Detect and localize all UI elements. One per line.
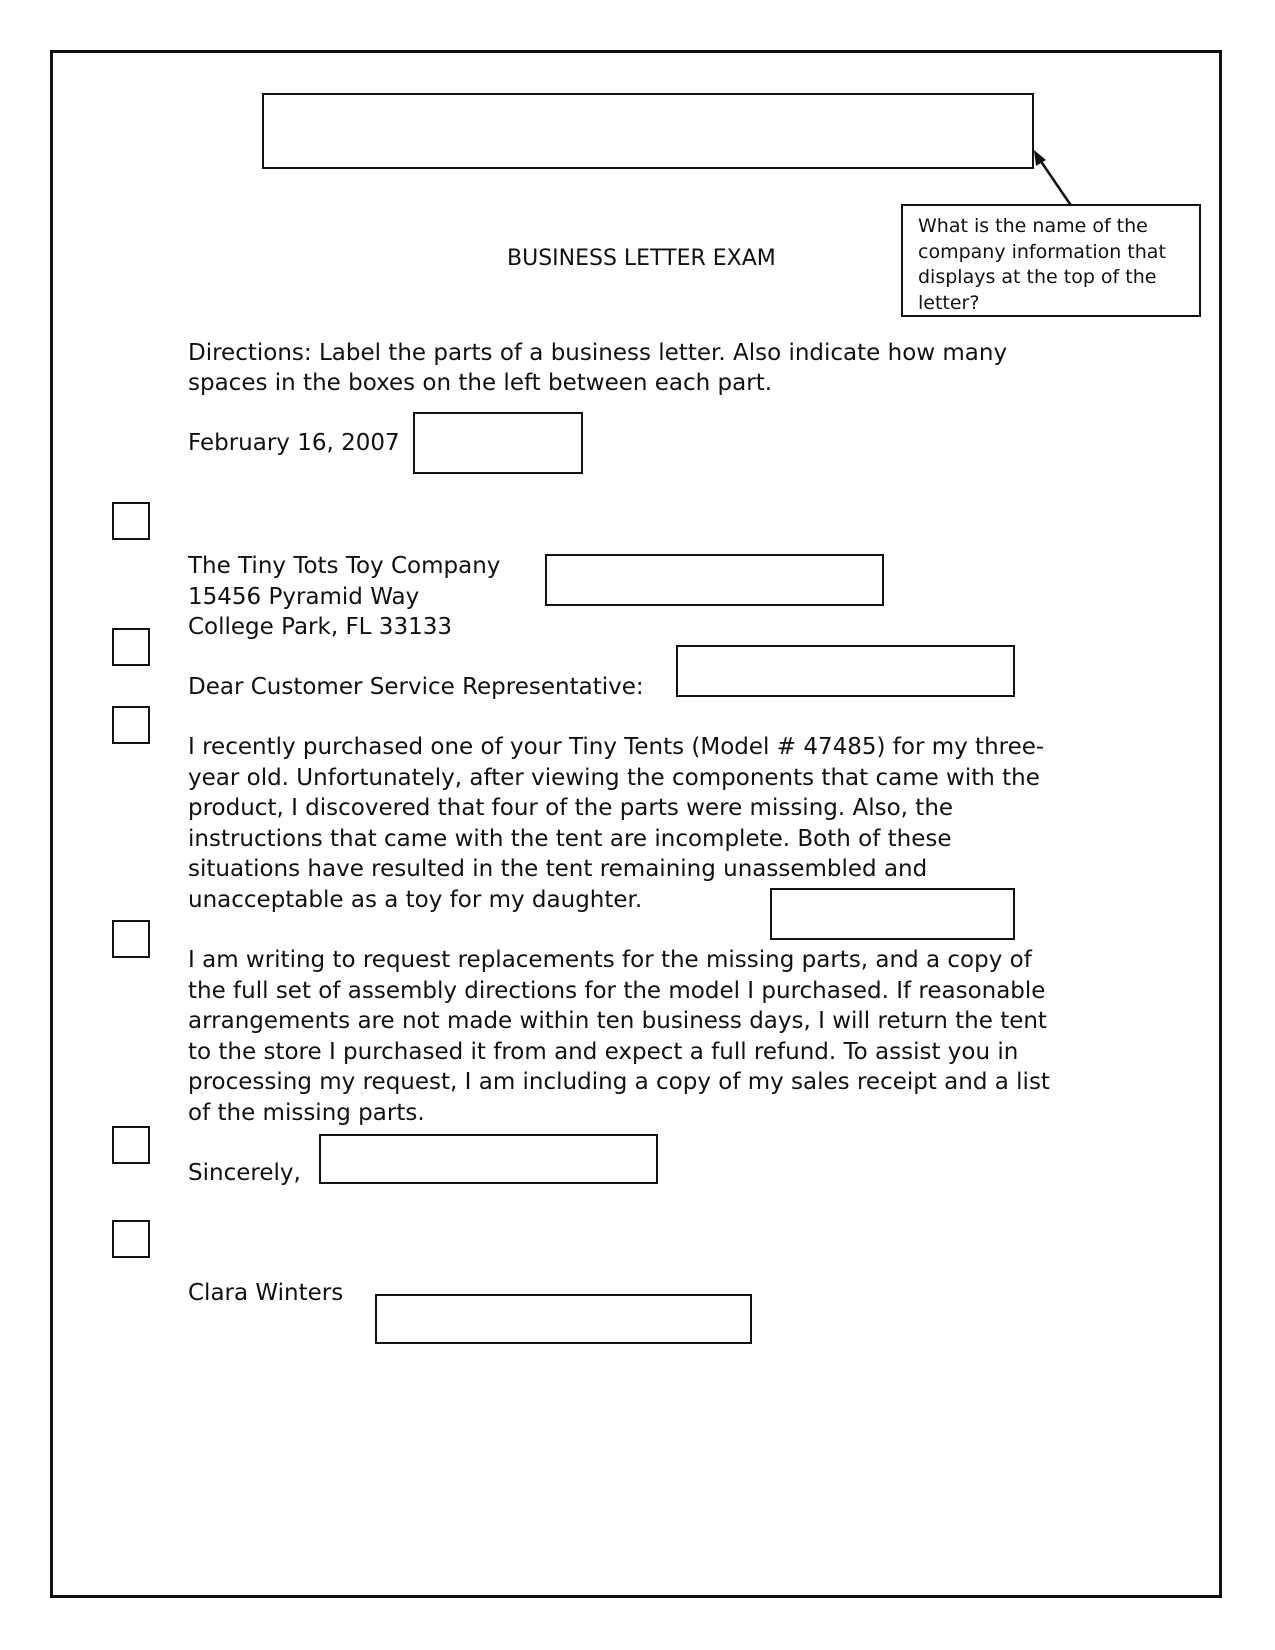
spacing-box-1[interactable]	[112, 502, 150, 540]
body-label-box[interactable]	[770, 888, 1015, 940]
spacing-box-2[interactable]	[112, 628, 150, 666]
complimentary-closing: Sincerely,	[188, 1160, 301, 1186]
spacing-box-3[interactable]	[112, 706, 150, 744]
body-paragraph-2: I am writing to request replacements for the missing parts, and a copy of the full set of assembly directions for the model I purchased. If reasonable arrangements are not made within ten business days, I will return the tent to the store I purchased it from and expect a full refund. To assist you in processing my request, I am including a copy of my sales receipt and a list of the missing parts.	[188, 947, 1050, 1126]
date-label-box[interactable]	[413, 412, 583, 474]
letterhead-question-callout: What is the name of the company information that displays at the top of the letter?	[901, 204, 1201, 317]
letterhead-answer-box[interactable]	[262, 93, 1034, 169]
signature-name: Clara Winters	[188, 1280, 344, 1306]
exam-title: BUSINESS LETTER EXAM	[507, 246, 776, 271]
spacing-box-5[interactable]	[112, 1126, 150, 1164]
signature-label-box[interactable]	[375, 1294, 752, 1344]
closing-label-box[interactable]	[319, 1134, 658, 1184]
spacing-box-6[interactable]	[112, 1220, 150, 1258]
exam-directions: Directions: Label the parts of a business letter. Also indicate how many spaces in the boxes on the left between each part.	[188, 340, 1008, 396]
salutation-label-box[interactable]	[676, 645, 1015, 697]
spacing-box-4[interactable]	[112, 920, 150, 958]
letter-date: February 16, 2007	[188, 430, 400, 456]
body-paragraph-1: I recently purchased one of your Tiny Tents (Model # 47485) for my three- year old. Unfortunately, after viewing the components that came with the product, I discovered that four of the parts were missing. Also, the instructions that came with the tent are incomplete. Both of these situations have resulted in the tent remaining unassembled and unacceptable as a toy for my daughter.	[188, 734, 1045, 913]
salutation: Dear Customer Service Representative:	[188, 674, 644, 700]
inside-address: The Tiny Tots Toy Company 15456 Pyramid Way College Park, FL 33133	[188, 553, 501, 640]
inside-address-label-box[interactable]	[545, 554, 884, 606]
